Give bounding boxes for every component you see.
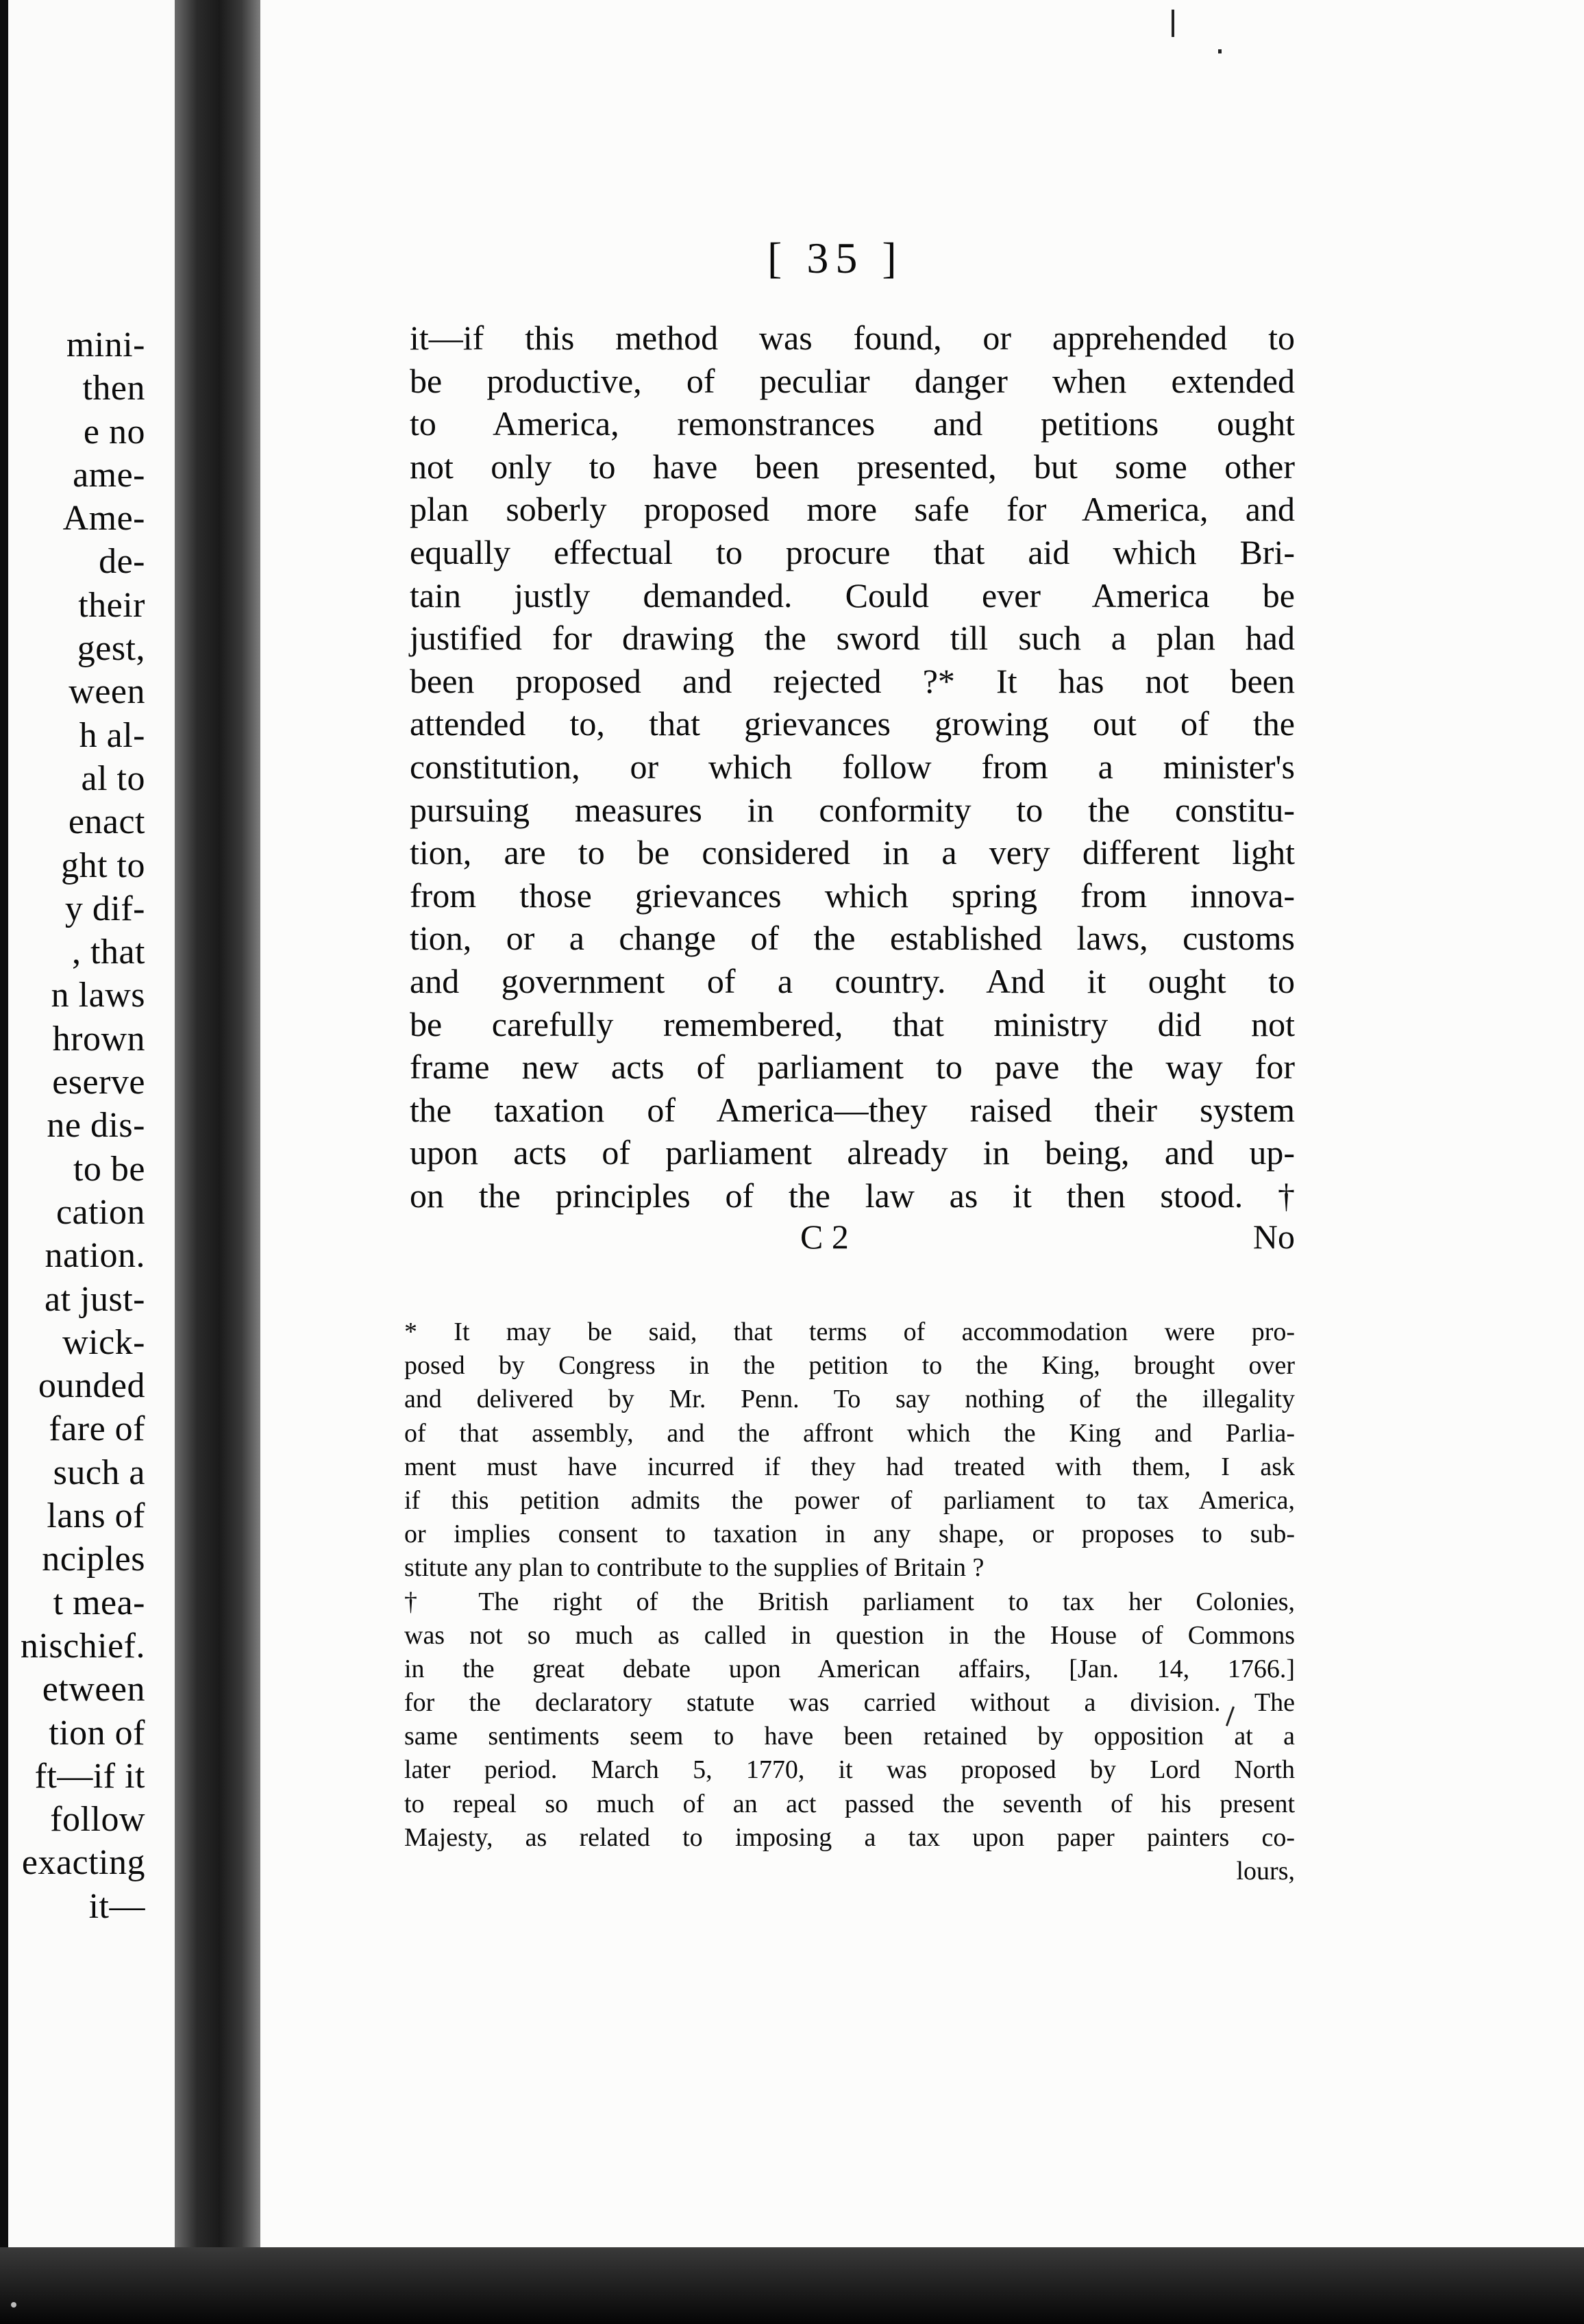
- footnote-line: Majesty, as related to imposing a tax upon paper painters co-: [404, 1822, 1295, 1852]
- footnote-line: posed by Congress in the petition to the King, brought over: [404, 1351, 1295, 1381]
- facing-page-line: follow: [50, 1800, 145, 1840]
- facing-page-line: n laws: [51, 976, 145, 1015]
- scan-edge-bottom: [0, 2247, 1584, 2324]
- facing-page-line: ne dis-: [47, 1106, 145, 1146]
- footnote-line: in the great debate upon American affairs, [Jan. 14, 1766.]: [404, 1654, 1295, 1683]
- facing-page: [8, 0, 180, 2247]
- facing-page-line: mini-: [66, 325, 145, 364]
- text-line: the taxation of America—they raised their system: [410, 1090, 1295, 1129]
- facing-page-line: nation.: [45, 1236, 145, 1276]
- footnotes: [404, 1315, 1295, 1888]
- text-line: frame new acts of parliament to pave the way for: [410, 1048, 1295, 1087]
- text-line: from those grievances which spring from innova-: [410, 876, 1295, 915]
- facing-page-line: Ame-: [62, 499, 145, 539]
- footnote-line: same sentiments seem to have been retained by opposition at a: [404, 1722, 1295, 1751]
- text-line: plan soberly proposed more safe for America, and: [410, 490, 1295, 529]
- text-line: tion, are to be considered in a very different light: [410, 833, 1295, 872]
- text-line: constitution, or which follow from a minister's: [410, 747, 1295, 786]
- facing-page-line: to be: [73, 1149, 145, 1189]
- facing-page-line: ame-: [73, 455, 145, 495]
- scan-edge-left: [0, 0, 8, 2324]
- footnote-line: * It may be said, that terms of accommodation were pro-: [404, 1318, 1295, 1346]
- text-line: tion, or a change of the established laws, customs: [410, 919, 1295, 958]
- text-line: upon acts of parliament already in being, and up-: [410, 1133, 1295, 1172]
- facing-page-line: e no: [83, 412, 145, 452]
- page-number: [ 35 ]: [767, 234, 904, 282]
- facing-page-line: al to: [81, 758, 145, 798]
- facing-page-line: wick-: [62, 1322, 145, 1362]
- ink-speck: [1172, 10, 1174, 37]
- ink-speck: [1218, 49, 1222, 53]
- facing-page-line: exacting: [21, 1843, 145, 1883]
- facing-page-line: eserve: [52, 1063, 145, 1102]
- footnote-line: † The right of the British parliament to tax her Colonies,: [404, 1587, 1295, 1616]
- signature-line: [410, 1216, 1295, 1257]
- facing-page-line: h al-: [79, 715, 145, 755]
- facing-page-line: , that: [72, 932, 145, 972]
- facing-page-line: ght to: [61, 845, 145, 885]
- facing-page-line: ween: [69, 672, 145, 712]
- text-line: to America, remonstrances and petitions ought: [410, 404, 1295, 443]
- text-line: be productive, of peculiar danger when extended: [410, 361, 1295, 400]
- footnote-line: later period. March 5, 1770, it was proposed by Lord North: [404, 1755, 1295, 1785]
- facing-page-line: their: [78, 585, 145, 625]
- facing-page-line: ounded: [38, 1366, 145, 1406]
- facing-page-line: such a: [53, 1452, 145, 1492]
- facing-page-line: etween: [42, 1670, 145, 1709]
- facing-page-line: enact: [68, 802, 145, 842]
- text-line: and government of a country. And it ought to: [410, 961, 1295, 1000]
- facing-page-line: fare of: [49, 1409, 145, 1449]
- text-line: equally effectual to procure that aid which Bri-: [410, 532, 1295, 571]
- footnote-line: and delivered by Mr. Penn. To say nothing of the illegality: [404, 1385, 1295, 1414]
- book-gutter: [175, 0, 264, 2261]
- signature-mark: C 2: [800, 1217, 849, 1256]
- footnote-line: lours,: [1236, 1857, 1295, 1886]
- text-line: attended to, that grievances growing out of the: [410, 704, 1295, 743]
- facing-page-line: nischief.: [20, 1626, 145, 1666]
- footnote-line: stitute any plan to contribute to the supplies of Britain ?: [404, 1553, 985, 1583]
- facing-page-text: [8, 323, 145, 1928]
- footnote-line: if this petition admits the power of parliament to tax America,: [404, 1485, 1295, 1515]
- footnote-line: for the declaratory statute was carried without a division. The: [404, 1688, 1295, 1718]
- facing-page-line: cation: [55, 1192, 145, 1232]
- footnote-line: or implies consent to taxation in any shape, or proposes to sub-: [404, 1520, 1295, 1549]
- footnote-line: was not so much as called in question in the House of Commons: [404, 1620, 1295, 1650]
- footnote-line: of that assembly, and the affront which the King and Parlia-: [404, 1418, 1295, 1448]
- text-line: be carefully remembered, that ministry did not: [410, 1004, 1295, 1043]
- catchword: No: [1252, 1217, 1295, 1256]
- text-line: tain justly demanded. Could ever America be: [410, 576, 1295, 615]
- facing-page-line: it—: [88, 1886, 145, 1926]
- text-line: pursuing measures in conformity to the constitu-: [410, 790, 1295, 829]
- facing-page-line: hrown: [52, 1019, 145, 1059]
- footnote-line: ment must have incurred if they had treated with them, I ask: [404, 1452, 1295, 1481]
- facing-page-line: lans of: [47, 1496, 145, 1536]
- facing-page-line: then: [82, 369, 145, 408]
- facing-page-line: gest,: [77, 629, 145, 669]
- facing-page-line: t mea-: [53, 1583, 145, 1622]
- text-line: it—if this method was found, or apprehended to: [410, 319, 1295, 357]
- footnote-line: to repeal so much of an act passed the seventh of his present: [404, 1789, 1295, 1818]
- scan-dot: [11, 2302, 16, 2308]
- body-text: [410, 317, 1295, 1217]
- facing-page-line: ft—if it: [34, 1756, 145, 1796]
- facing-page-line: nciples: [42, 1540, 145, 1579]
- text-line: justified for drawing the sword till such a plan had: [410, 619, 1295, 658]
- text-line: been proposed and rejected ?* It has not been: [410, 661, 1295, 700]
- facing-page-line: y dif-: [64, 889, 145, 928]
- facing-page-line: tion of: [49, 1713, 145, 1753]
- facing-page-line: de-: [99, 542, 145, 582]
- facing-page-line: at just-: [45, 1279, 145, 1319]
- text-line: on the principles of the law as it then stood. †: [410, 1176, 1295, 1215]
- text-line: not only to have been presented, but some other: [410, 447, 1295, 486]
